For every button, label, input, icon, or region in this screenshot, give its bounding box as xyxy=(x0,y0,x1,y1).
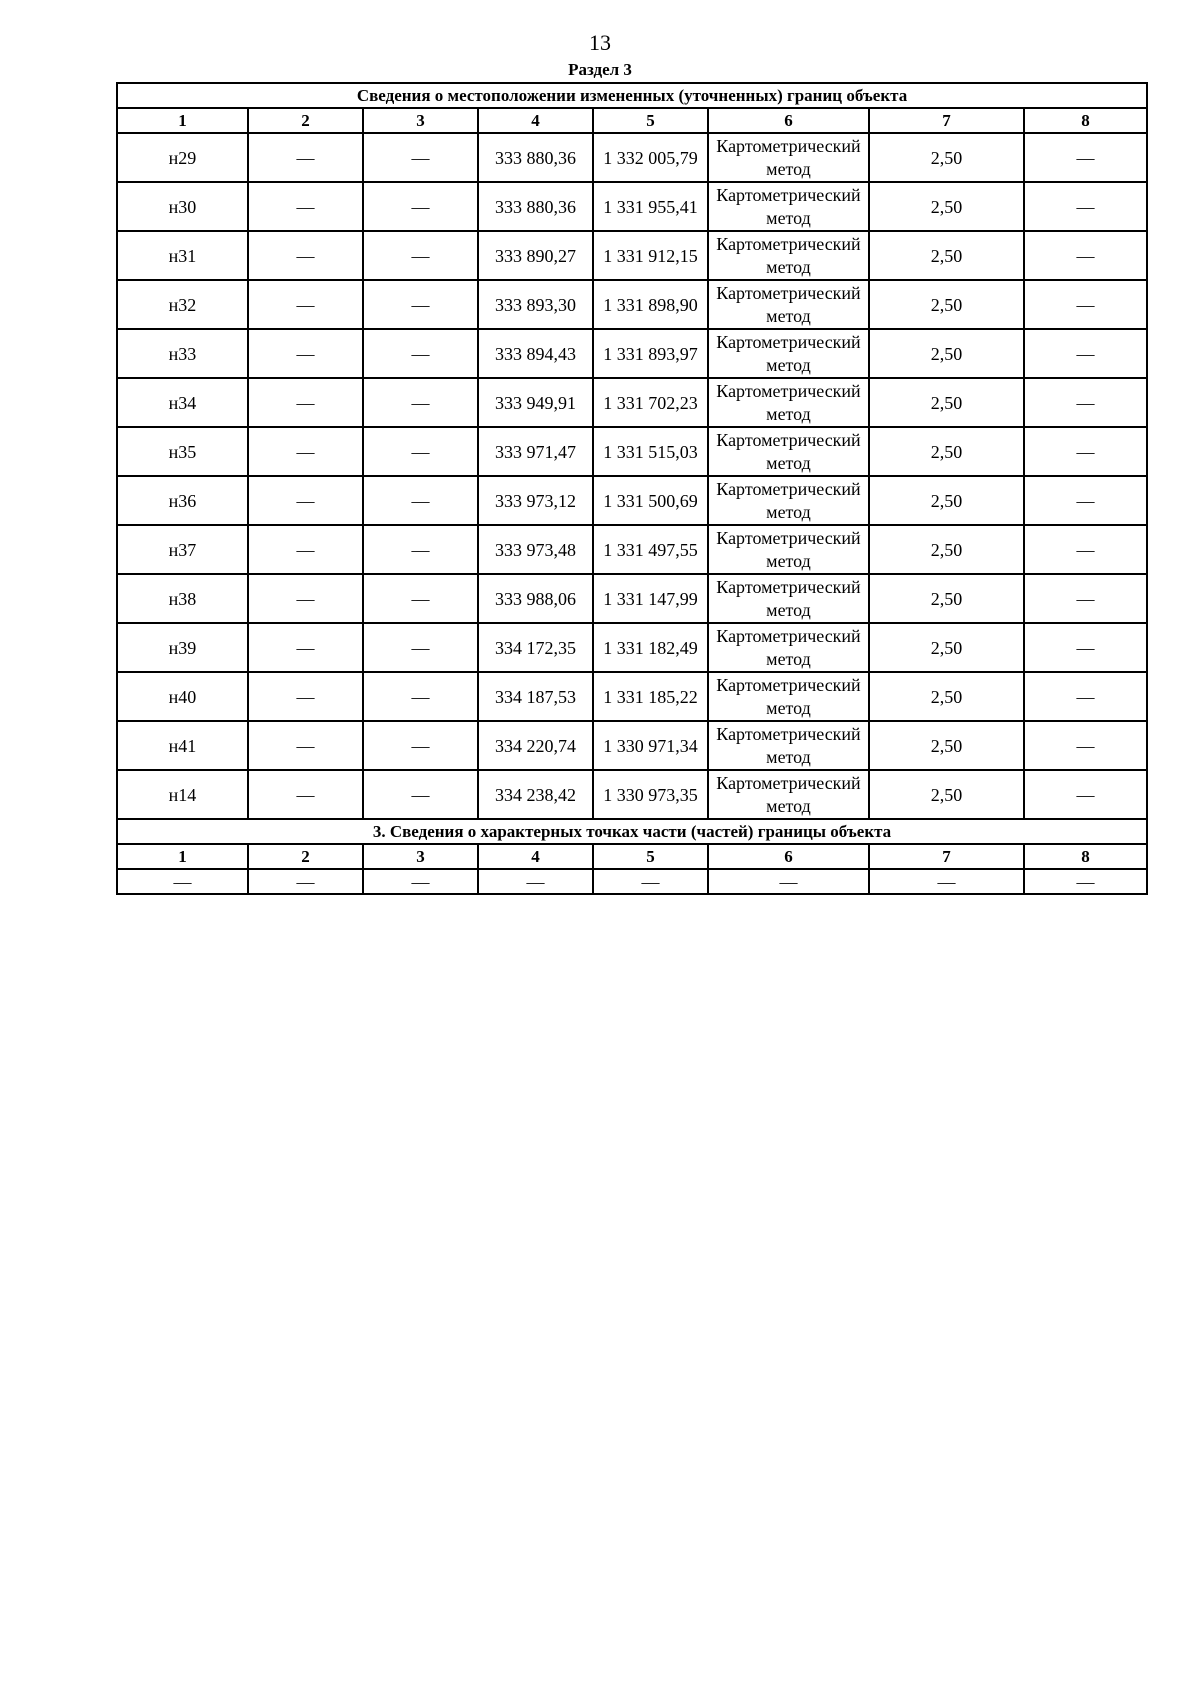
column-number: 4 xyxy=(478,844,593,869)
table2-caption-row xyxy=(117,819,1147,844)
x-coordinate-cell: 333 880,36 xyxy=(478,133,593,182)
table1-caption: Сведения о местоположении измененных (уточненных) границ объекта xyxy=(117,83,1147,108)
column-number: 6 xyxy=(708,844,869,869)
point-cell: н29 xyxy=(117,133,248,182)
table-row xyxy=(117,770,1147,819)
empty-cell: — xyxy=(363,623,478,672)
y-coordinate-cell: 1 331 182,49 xyxy=(593,623,708,672)
empty-cell: — xyxy=(363,476,478,525)
empty-cell: — xyxy=(593,869,708,894)
method-cell: Картометрический метод xyxy=(708,133,869,182)
empty-cell: — xyxy=(363,133,478,182)
empty-cell: — xyxy=(248,280,363,329)
x-coordinate-cell: 333 973,12 xyxy=(478,476,593,525)
x-coordinate-cell: 334 238,42 xyxy=(478,770,593,819)
empty-cell: — xyxy=(363,721,478,770)
empty-cell: — xyxy=(1024,721,1147,770)
y-coordinate-cell: 1 330 973,35 xyxy=(593,770,708,819)
empty-cell: — xyxy=(1024,623,1147,672)
table1-caption-row xyxy=(117,83,1147,108)
empty-cell: — xyxy=(1024,182,1147,231)
table-row xyxy=(117,427,1147,476)
accuracy-cell: 2,50 xyxy=(869,427,1024,476)
empty-cell: — xyxy=(869,869,1024,894)
empty-cell: — xyxy=(1024,378,1147,427)
empty-cell: — xyxy=(363,182,478,231)
column-number: 4 xyxy=(478,108,593,133)
accuracy-cell: 2,50 xyxy=(869,721,1024,770)
accuracy-cell: 2,50 xyxy=(869,574,1024,623)
accuracy-cell: 2,50 xyxy=(869,231,1024,280)
point-cell: н30 xyxy=(117,182,248,231)
empty-cell: — xyxy=(248,427,363,476)
column-number: 1 xyxy=(117,844,248,869)
accuracy-cell: 2,50 xyxy=(869,623,1024,672)
column-number: 3 xyxy=(363,844,478,869)
table-row xyxy=(117,721,1147,770)
column-number: 8 xyxy=(1024,108,1147,133)
empty-cell: — xyxy=(363,525,478,574)
table1-column-numbers xyxy=(117,108,1147,133)
point-cell: н37 xyxy=(117,525,248,574)
table-row xyxy=(117,378,1147,427)
page-number: 13 xyxy=(589,30,611,55)
empty-cell: — xyxy=(248,672,363,721)
x-coordinate-cell: 333 890,27 xyxy=(478,231,593,280)
method-cell: Картометрический метод xyxy=(708,721,869,770)
table-body xyxy=(117,83,1147,894)
accuracy-cell: 2,50 xyxy=(869,525,1024,574)
empty-cell: — xyxy=(363,378,478,427)
table-row xyxy=(117,476,1147,525)
method-cell: Картометрический метод xyxy=(708,231,869,280)
method-cell: Картометрический метод xyxy=(708,525,869,574)
empty-cell: — xyxy=(1024,574,1147,623)
point-cell: н41 xyxy=(117,721,248,770)
accuracy-cell: 2,50 xyxy=(869,770,1024,819)
point-cell: н32 xyxy=(117,280,248,329)
x-coordinate-cell: 334 172,35 xyxy=(478,623,593,672)
y-coordinate-cell: 1 331 185,22 xyxy=(593,672,708,721)
empty-cell: — xyxy=(248,869,363,894)
empty-cell: — xyxy=(248,133,363,182)
empty-cell: — xyxy=(363,280,478,329)
column-number: 1 xyxy=(117,108,248,133)
table2-column-numbers xyxy=(117,844,1147,869)
empty-cell: — xyxy=(478,869,593,894)
accuracy-cell: 2,50 xyxy=(869,378,1024,427)
y-coordinate-cell: 1 331 898,90 xyxy=(593,280,708,329)
point-cell: н35 xyxy=(117,427,248,476)
empty-cell: — xyxy=(363,329,478,378)
boundary-points-table xyxy=(116,82,1148,895)
point-cell: н34 xyxy=(117,378,248,427)
method-cell: Картометрический метод xyxy=(708,574,869,623)
empty-cell: — xyxy=(248,525,363,574)
point-cell: н39 xyxy=(117,623,248,672)
empty-cell: — xyxy=(708,869,869,894)
table-row xyxy=(117,329,1147,378)
column-number: 6 xyxy=(708,108,869,133)
column-number: 5 xyxy=(593,108,708,133)
column-number: 3 xyxy=(363,108,478,133)
method-cell: Картометрический метод xyxy=(708,427,869,476)
empty-cell: — xyxy=(363,231,478,280)
method-cell: Картометрический метод xyxy=(708,672,869,721)
x-coordinate-cell: 334 187,53 xyxy=(478,672,593,721)
empty-cell: — xyxy=(248,329,363,378)
table-row xyxy=(117,672,1147,721)
column-number: 7 xyxy=(869,108,1024,133)
x-coordinate-cell: 333 973,48 xyxy=(478,525,593,574)
y-coordinate-cell: 1 331 147,99 xyxy=(593,574,708,623)
accuracy-cell: 2,50 xyxy=(869,329,1024,378)
empty-cell: — xyxy=(363,427,478,476)
empty-cell: — xyxy=(1024,869,1147,894)
method-cell: Картометрический метод xyxy=(708,623,869,672)
x-coordinate-cell: 333 988,06 xyxy=(478,574,593,623)
empty-cell: — xyxy=(248,721,363,770)
empty-cell: — xyxy=(363,770,478,819)
column-number: 5 xyxy=(593,844,708,869)
table-row xyxy=(117,231,1147,280)
empty-cell: — xyxy=(248,770,363,819)
empty-cell: — xyxy=(1024,133,1147,182)
y-coordinate-cell: 1 331 515,03 xyxy=(593,427,708,476)
method-cell: Картометрический метод xyxy=(708,378,869,427)
empty-cell: — xyxy=(1024,280,1147,329)
column-number: 7 xyxy=(869,844,1024,869)
point-cell: н33 xyxy=(117,329,248,378)
x-coordinate-cell: 333 880,36 xyxy=(478,182,593,231)
accuracy-cell: 2,50 xyxy=(869,280,1024,329)
point-cell: н31 xyxy=(117,231,248,280)
empty-cell: — xyxy=(1024,427,1147,476)
y-coordinate-cell: 1 331 497,55 xyxy=(593,525,708,574)
y-coordinate-cell: 1 332 005,79 xyxy=(593,133,708,182)
y-coordinate-cell: 1 331 912,15 xyxy=(593,231,708,280)
point-cell: н36 xyxy=(117,476,248,525)
x-coordinate-cell: 333 893,30 xyxy=(478,280,593,329)
empty-cell: — xyxy=(248,378,363,427)
method-cell: Картометрический метод xyxy=(708,329,869,378)
column-number: 8 xyxy=(1024,844,1147,869)
accuracy-cell: 2,50 xyxy=(869,672,1024,721)
empty-cell: — xyxy=(248,182,363,231)
accuracy-cell: 2,50 xyxy=(869,476,1024,525)
x-coordinate-cell: 334 220,74 xyxy=(478,721,593,770)
table-row xyxy=(117,623,1147,672)
x-coordinate-cell: 333 949,91 xyxy=(478,378,593,427)
table-row xyxy=(117,869,1147,894)
empty-cell: — xyxy=(248,231,363,280)
x-coordinate-cell: 333 971,47 xyxy=(478,427,593,476)
method-cell: Картометрический метод xyxy=(708,770,869,819)
empty-cell: — xyxy=(248,574,363,623)
empty-cell: — xyxy=(363,574,478,623)
table-row xyxy=(117,133,1147,182)
table-row xyxy=(117,182,1147,231)
empty-cell: — xyxy=(1024,770,1147,819)
x-coordinate-cell: 333 894,43 xyxy=(478,329,593,378)
table-row xyxy=(117,525,1147,574)
accuracy-cell: 2,50 xyxy=(869,182,1024,231)
empty-cell: — xyxy=(1024,525,1147,574)
accuracy-cell: 2,50 xyxy=(869,133,1024,182)
point-cell: н40 xyxy=(117,672,248,721)
table-row xyxy=(117,280,1147,329)
empty-cell: — xyxy=(1024,476,1147,525)
y-coordinate-cell: 1 331 955,41 xyxy=(593,182,708,231)
column-number: 2 xyxy=(248,108,363,133)
empty-cell: — xyxy=(117,869,248,894)
y-coordinate-cell: 1 331 893,97 xyxy=(593,329,708,378)
empty-cell: — xyxy=(1024,231,1147,280)
point-cell: н14 xyxy=(117,770,248,819)
empty-cell: — xyxy=(1024,672,1147,721)
method-cell: Картометрический метод xyxy=(708,476,869,525)
empty-cell: — xyxy=(248,623,363,672)
section-title: Раздел 3 xyxy=(568,60,632,79)
y-coordinate-cell: 1 330 971,34 xyxy=(593,721,708,770)
column-number: 2 xyxy=(248,844,363,869)
table-row xyxy=(117,574,1147,623)
method-cell: Картометрический метод xyxy=(708,182,869,231)
method-cell: Картометрический метод xyxy=(708,280,869,329)
empty-cell: — xyxy=(248,476,363,525)
empty-cell: — xyxy=(363,672,478,721)
empty-cell: — xyxy=(1024,329,1147,378)
empty-cell: — xyxy=(363,869,478,894)
point-cell: н38 xyxy=(117,574,248,623)
table2-caption: 3. Сведения о характерных точках части (частей) границы объекта xyxy=(117,819,1147,844)
y-coordinate-cell: 1 331 702,23 xyxy=(593,378,708,427)
y-coordinate-cell: 1 331 500,69 xyxy=(593,476,708,525)
